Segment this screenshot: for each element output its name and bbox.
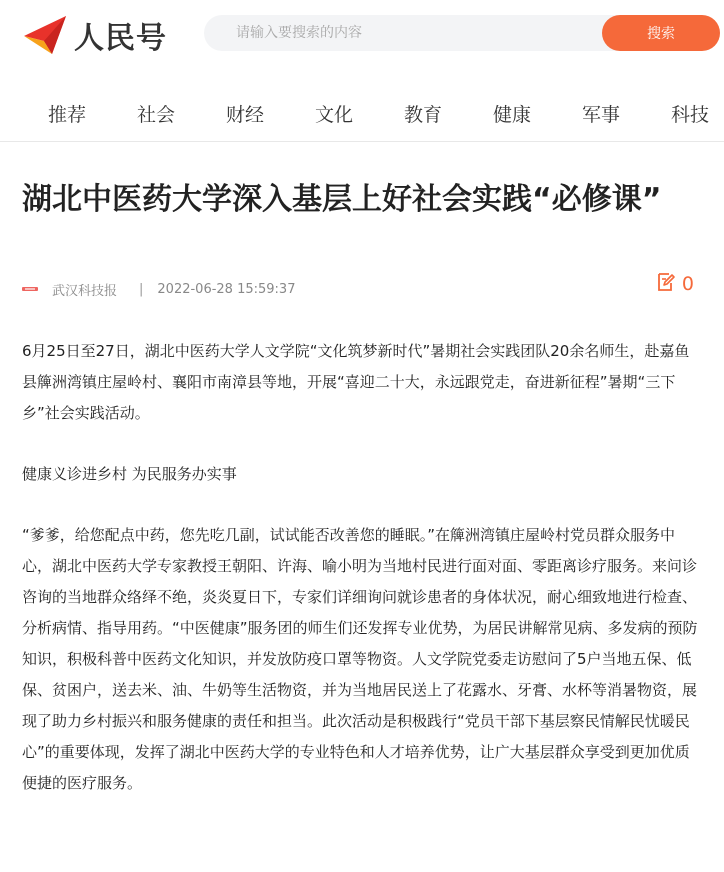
search-bar	[204, 15, 720, 51]
article-source[interactable]: 武汉科技报	[52, 283, 118, 299]
nav-item-finance[interactable]: 财经	[226, 104, 265, 126]
nav-item-tech[interactable]: 科技	[671, 104, 710, 126]
nav-item-culture[interactable]: 文化	[315, 104, 354, 126]
nav-item-education[interactable]: 教育	[404, 104, 443, 126]
article-body	[22, 336, 698, 799]
logo-text: 人民号	[74, 21, 167, 56]
source-logo-icon	[22, 284, 38, 294]
search-button[interactable]: 搜索	[602, 15, 720, 51]
nav-item-society[interactable]: 社会	[137, 104, 176, 126]
article-paragraph: “爹爹，给您配点中药，您先吃几副，试试能否改善您的睡眠。”在簰洲湾镇庄屋岭村党员群众服务中心，湖北中医药大学专家教授王朝阳、许海、喻小明为当地村民进行面对面、零距离诊疗服务。来问诊咨询的当地群众络绎不绝，炎炎夏日下，专家们详细询问就诊患者的身体状况，耐心细致地进行检查、分析病情、指导用药。“中医健康”服务团的师生们还发挥专业优势，为居民讲解常见病、多发病的预防知识，积极科普中医药文化知识，并发放防疫口罩等物资。人文学院党委走访慰问了5户当地五保、低保、贫困户，送去米、油、牛奶等生活物资，并为当地居民送上了花露水、牙膏、水杯等消暑物资，展现了助力乡村振兴和服务健康的责任和担当。此次活动是积极践行“党员干部下基层察民情解民忧暖民心”的重要体现，发挥了湖北中医药大学的专业特色和人才培养优势，让广大基层群众享受到更加优质便捷的医疗服务。	[22, 526, 698, 792]
article-datetime: 2022-06-28 15:59:37	[157, 281, 296, 297]
article-title: 湖北中医药大学深入基层上好社会实践“必修课”	[22, 182, 662, 217]
comment-count: 0	[681, 273, 694, 295]
comment-edit-icon	[656, 272, 676, 296]
article-subheading: 健康义诊进乡村 为民服务办实事	[22, 465, 237, 483]
search-input[interactable]	[236, 15, 596, 51]
header-divider	[0, 141, 724, 142]
nav-item-recommend[interactable]: 推荐	[48, 104, 87, 126]
site-logo[interactable]	[22, 14, 167, 56]
article-paragraph: 6月25日至27日，湖北中医药大学人文学院“文化筑梦新时代”暑期社会实践团队20余名师生，赴嘉鱼县簰洲湾镇庄屋岭村、襄阳市南漳县等地，开展“喜迎二十大，永远跟党走，奋进新征程”暑期“三下乡”社会实践活动。	[22, 342, 690, 422]
meta-separator: |	[139, 281, 144, 297]
nav-item-military[interactable]: 军事	[582, 104, 621, 126]
category-nav	[0, 88, 724, 138]
comment-button[interactable]	[656, 272, 694, 296]
article-meta	[22, 278, 295, 300]
site-header	[0, 0, 724, 70]
nav-item-health[interactable]: 健康	[493, 104, 532, 126]
rmh-logo-icon	[22, 14, 68, 56]
